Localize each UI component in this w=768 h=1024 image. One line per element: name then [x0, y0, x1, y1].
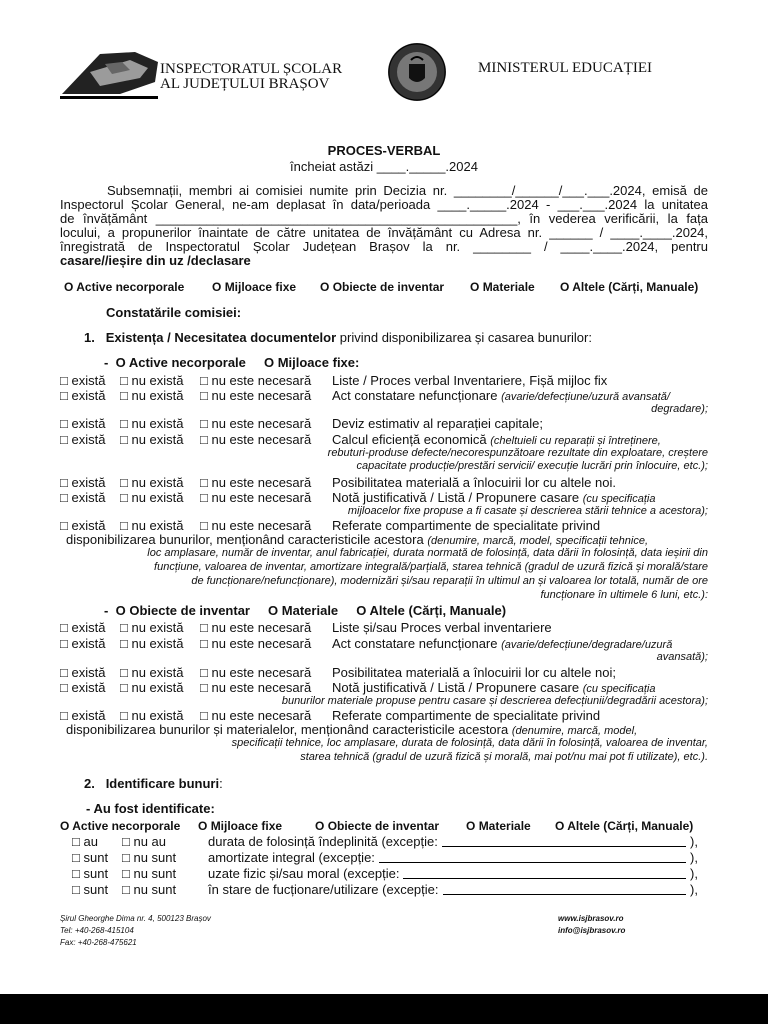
checkbox-label: nu există: [131, 490, 184, 505]
identification-yes-checkbox[interactable]: [72, 835, 98, 849]
document-type-label: Calcul eficiență economică: [332, 432, 491, 447]
radio-materiale[interactable]: O: [268, 603, 279, 618]
checkbox-glyph: □: [60, 680, 68, 695]
document-type: [332, 417, 543, 431]
referate-note: (denumire, marcă, model, specificații tehnice,: [427, 535, 649, 547]
checkbox-glyph: □: [60, 373, 68, 388]
checkbox-label: nu există: [131, 432, 184, 447]
checkbox-glyph: □: [122, 850, 130, 865]
radio-obiecte-inventar[interactable]: O: [115, 603, 126, 618]
document-type-label: Deviz estimativ al reparației capitale;: [332, 416, 543, 431]
checkbox-nu-exista[interactable]: [120, 621, 184, 635]
document-type-label: Posibilitatea materială a înlocuirii lor cu altele noi.: [332, 475, 616, 490]
checkbox-exista[interactable]: [60, 637, 105, 651]
identification-no-checkbox[interactable]: [122, 867, 176, 881]
checkbox-label: sunt: [83, 866, 109, 881]
footer-address: Șirul Gheorghe Dima nr. 4, 500123 Brașov: [60, 914, 211, 923]
document-title: PROCES-VERBAL: [327, 143, 441, 158]
checkbox-label: nu există: [131, 388, 184, 403]
checkbox-label: nu este necesară: [211, 416, 312, 431]
checkbox-nu-este-necesara[interactable]: [200, 491, 311, 505]
footer-tel: Tel: +40-268-415104: [60, 926, 134, 935]
checkbox-label: nu există: [131, 665, 184, 680]
checkbox-glyph: □: [200, 518, 208, 533]
checkbox-exista[interactable]: [60, 491, 105, 505]
checkbox-glyph: □: [122, 882, 130, 897]
checkbox-glyph: □: [120, 665, 128, 680]
findings-heading: Constatările comisiei:: [106, 305, 242, 320]
checkbox-label: nu au: [133, 834, 167, 849]
id-option-materiale[interactable]: O Materiale: [466, 819, 531, 833]
id-option-active-necorporale[interactable]: O Active necorporale: [60, 819, 181, 833]
checkbox-label: există: [71, 518, 106, 533]
checkbox-nu-este-necesara[interactable]: [200, 637, 311, 651]
checkbox-nu-exista[interactable]: [120, 666, 184, 680]
checkbox-label: nu este necesară: [211, 432, 312, 447]
checkbox-glyph: □: [60, 490, 68, 505]
checkbox-glyph: □: [72, 850, 80, 865]
checkbox-nu-este-necesara[interactable]: [200, 519, 311, 533]
identification-no-checkbox[interactable]: [122, 835, 166, 849]
inspectorat-logo: [60, 42, 160, 102]
document-type-label: Referate compartimente de specialitate privind: [332, 518, 601, 533]
checkbox-label: nu este necesară: [211, 518, 312, 533]
footer-fax: Fax: +40-268-475621: [60, 938, 137, 947]
footer-email: info@isjbrasov.ro: [558, 926, 626, 935]
checkbox-label: nu există: [131, 475, 184, 490]
checkbox-nu-exista[interactable]: [120, 637, 184, 651]
scan-edge: [0, 994, 768, 1024]
checkbox-exista[interactable]: [60, 621, 105, 635]
checkbox-glyph: □: [120, 432, 128, 447]
checkbox-nu-exista[interactable]: [120, 374, 184, 388]
ministry-name: MINISTERUL EDUCAȚIEI: [478, 60, 653, 76]
checkbox-glyph: □: [200, 620, 208, 635]
checkbox-glyph: □: [120, 373, 128, 388]
checkbox-label: există: [71, 432, 106, 447]
checkbox-glyph: □: [120, 475, 128, 490]
checkbox-label: există: [71, 416, 106, 431]
document-type: [332, 666, 616, 680]
checkbox-nu-exista[interactable]: [120, 681, 184, 695]
document-type: [332, 637, 672, 652]
checkbox-glyph: □: [60, 665, 68, 680]
checkbox-exista[interactable]: [60, 681, 105, 695]
checkbox-nu-exista[interactable]: [120, 417, 184, 431]
radio-active-necorporale[interactable]: O: [115, 355, 126, 370]
document-type-note: (cu specificația: [582, 683, 656, 695]
checkbox-exista[interactable]: [60, 709, 105, 723]
checkbox-nu-este-necesara[interactable]: [200, 666, 311, 680]
checkbox-nu-este-necesara[interactable]: [200, 374, 311, 388]
checkbox-glyph: □: [120, 680, 128, 695]
checkbox-exista[interactable]: [60, 519, 105, 533]
checkbox-label: nu este necesară: [211, 680, 312, 695]
document-type-note: (avarie/defecțiune/uzură avansată/: [501, 391, 670, 403]
checkbox-glyph: □: [200, 432, 208, 447]
identification-yes-checkbox[interactable]: [72, 867, 108, 881]
referate-note-continuation: starea tehnică (gradul de uzură fizică și morală, mai pot/nu mai pot fi utilizate), etc.).: [300, 751, 708, 763]
checkbox-nu-exista[interactable]: [120, 476, 184, 490]
option-active-necorporale[interactable]: O Active necorporale: [64, 280, 185, 294]
document-subtitle: încheiat astăzi ____._____.2024: [290, 159, 478, 174]
document-type: [332, 519, 600, 533]
document-note-continuation: rebuturi-produse defecte/necorespunzătoare rezultate din exploatare, creștere: [327, 447, 708, 459]
checkbox-label: nu există: [131, 636, 184, 651]
checkbox-label: nu este necesară: [211, 388, 312, 403]
identified-heading: - Au fost identificate:: [86, 801, 215, 816]
document-type: [332, 491, 656, 506]
exception-end: ),: [690, 850, 698, 865]
checkbox-glyph: □: [200, 665, 208, 680]
referate-note-continuation: de funcționare/nefuncționare), modernizări și/sau reparații în ultimul an și valoarea lor totală, număr de ore: [191, 575, 708, 587]
group-1-heading: - O Active necorporale O Mijloace fixe:: [104, 355, 360, 370]
checkbox-nu-este-necesara[interactable]: [200, 417, 311, 431]
checkbox-glyph: □: [200, 416, 208, 431]
group-2-heading: - O Obiecte de inventar O Materiale O Altele (Cărți, Manuale): [104, 603, 507, 618]
intro-line-1: Subsemnații, membri ai comisiei numite prin Decizia nr. ________/______/___.___.2024, emisă de: [107, 184, 708, 198]
referate-note-continuation: funcțiune, valoarea de inventar, amortizare integrală/parțială, starea tehnică (gradul de uzură fizică și morală/stare: [154, 561, 708, 573]
id-option-altele[interactable]: O Altele (Cărți, Manuale): [555, 819, 694, 833]
section-1-heading: 1. Existența / Necesitatea documentelor privind disponibilizarea și casarea bunurilor:: [84, 330, 592, 345]
exception-line[interactable]: [443, 883, 686, 895]
checkbox-glyph: □: [60, 475, 68, 490]
checkbox-label: au: [83, 834, 98, 849]
document-type-label: Act constatare nefuncționare: [332, 636, 502, 651]
checkbox-label: nu este necesară: [211, 490, 312, 505]
checkbox-nu-exista[interactable]: [120, 389, 184, 403]
checkbox-glyph: □: [200, 708, 208, 723]
checkbox-glyph: □: [72, 834, 80, 849]
exception-end: ),: [690, 834, 698, 849]
intro-line-3: de învățământ __________________________________________________, în vederea verificării, la fața: [60, 212, 708, 226]
checkbox-exista[interactable]: [60, 666, 105, 680]
exception-input[interactable]: [690, 835, 698, 849]
intro-purpose: casare//ieșire din uz /declasare: [60, 253, 251, 268]
exception-input[interactable]: [690, 883, 698, 897]
checkbox-exista[interactable]: [60, 417, 105, 431]
checkbox-nu-exista[interactable]: [120, 519, 184, 533]
checkbox-glyph: □: [122, 866, 130, 881]
document-type: [332, 681, 656, 696]
checkbox-glyph: □: [60, 388, 68, 403]
document-note-continuation: avansată);: [656, 651, 708, 663]
identification-text: în stare de fucționare/utilizare (excepție:: [208, 882, 439, 897]
checkbox-glyph: □: [60, 620, 68, 635]
radio-mijloace-fixe[interactable]: O: [263, 355, 275, 370]
intro-line-4: locului, a propunerilor înaintate de către unitatea de învățământ cu Adresa nr. ______ / ____.____.2024,: [60, 226, 708, 240]
referate-note-continuation: loc amplasare, număr de inventar, anul fabricației, durata normată de folosință, data dării în folosință, data ieșirii din: [147, 547, 708, 559]
radio-altele[interactable]: O: [356, 603, 367, 618]
referate-text: disponibilizarea bunurilor și materialelor, menționând caracteristicile acestora: [66, 722, 512, 737]
document-type-label: Referate compartimente de specialitate privind: [332, 708, 601, 723]
checkbox-label: există: [71, 665, 106, 680]
checkbox-nu-este-necesara[interactable]: [200, 681, 311, 695]
checkbox-glyph: □: [120, 620, 128, 635]
option-mijloace-fixe[interactable]: O Mijloace fixe: [212, 280, 297, 294]
checkbox-glyph: □: [120, 388, 128, 403]
checkbox-label: există: [71, 490, 106, 505]
checkbox-label: există: [71, 373, 106, 388]
checkbox-glyph: □: [120, 636, 128, 651]
document-type-label: Posibilitatea materială a înlocuirii lor cu altele noi;: [332, 665, 616, 680]
checkbox-label: nu există: [131, 373, 184, 388]
document-type-label: Notă justificativă / Listă / Propunere casare: [332, 490, 583, 505]
identification-text: amortizate integral (excepție:: [208, 850, 375, 865]
checkbox-nu-este-necesara[interactable]: [200, 389, 311, 403]
government-seal: [387, 42, 447, 102]
intro-line-5: înregistrată de Inspectoratul Școlar Județean Brașov la nr. ________ / ____.____.2024, pentru: [60, 240, 708, 254]
exception-end: ),: [690, 866, 698, 881]
referate-text: disponibilizarea bunurilor, menționând caracteristicile acestora: [66, 532, 428, 547]
checkbox-nu-este-necesara[interactable]: [200, 433, 311, 447]
identification-text: uzate fizic și/sau moral (excepție:: [208, 866, 400, 881]
document-note-continuation: mijloacelor fixe propuse a fi casate și descrierea stării tehnice a acestora);: [347, 505, 708, 517]
checkbox-glyph: □: [200, 388, 208, 403]
checkbox-label: nu este necesară: [211, 708, 312, 723]
document-type-label: Notă justificativă / Listă / Propunere casare: [332, 680, 583, 695]
identification-text: durata de folosință îndeplinită (excepție:: [208, 834, 438, 849]
exception-end: ),: [690, 882, 698, 897]
identification-no-checkbox[interactable]: [122, 883, 176, 897]
document-note-continuation: capacitate producție/prestări servicii/ execuție lucrări prin înlocuire, etc.);: [356, 460, 708, 472]
checkbox-label: există: [71, 475, 106, 490]
footer-web: www.isjbrasov.ro: [558, 914, 624, 923]
checkbox-nu-este-necesara[interactable]: [200, 476, 311, 490]
document-type-label: Liste / Proces verbal Inventariere, Fișă mijloc fix: [332, 373, 608, 388]
option-obiecte-inventar[interactable]: O Obiecte de inventar: [320, 280, 445, 294]
referate-note-continuation: specificații tehnice, loc amplasare, durata de folosință, data dării în folosință, valoarea de inventar,: [231, 737, 708, 749]
checkbox-glyph: □: [60, 416, 68, 431]
checkbox-label: nu este necesară: [211, 620, 312, 635]
checkbox-label: există: [71, 708, 106, 723]
exception-input[interactable]: [690, 867, 698, 881]
checkbox-glyph: □: [200, 490, 208, 505]
document-type-label: Liste și/sau Proces verbal inventariere: [332, 620, 552, 635]
document-type: [332, 621, 552, 635]
checkbox-glyph: □: [72, 866, 80, 881]
checkbox-glyph: □: [200, 636, 208, 651]
checkbox-glyph: □: [120, 490, 128, 505]
document-type: [332, 374, 607, 388]
checkbox-exista[interactable]: [60, 389, 105, 403]
checkbox-label: nu există: [131, 416, 184, 431]
inspectorat-name: INSPECTORATUL ȘCOLAR AL JUDEȚULUI BRAȘOV: [160, 61, 343, 92]
exception-line[interactable]: [442, 835, 686, 847]
document-type: [332, 709, 600, 723]
checkbox-glyph: □: [60, 708, 68, 723]
referate-note-continuation: funcționare în ultimele 6 luni, etc.):: [540, 589, 708, 601]
document-note-continuation: bunurilor materiale propuse pentru casare și descrierea defecțiunii/degradării acestora);: [281, 695, 708, 707]
document-note-continuation: degradare);: [651, 403, 708, 415]
document-type-label: Act constatare nefuncționare: [332, 388, 502, 403]
id-option-obiecte-inventar[interactable]: O Obiecte de inventar: [315, 819, 440, 833]
document-type-note: (cheltuieli cu reparații și întreținere,: [490, 435, 661, 447]
checkbox-glyph: □: [60, 432, 68, 447]
checkbox-label: nu există: [131, 518, 184, 533]
checkbox-label: nu sunt: [133, 866, 177, 881]
checkbox-glyph: □: [120, 416, 128, 431]
checkbox-label: există: [71, 620, 106, 635]
checkbox-label: nu sunt: [133, 882, 177, 897]
checkbox-label: sunt: [83, 882, 109, 897]
checkbox-glyph: □: [120, 708, 128, 723]
identification-yes-checkbox[interactable]: [72, 851, 108, 865]
checkbox-nu-este-necesara[interactable]: [200, 709, 311, 723]
checkbox-label: nu există: [131, 680, 184, 695]
document-type: [332, 389, 670, 404]
checkbox-glyph: □: [60, 518, 68, 533]
checkbox-glyph: □: [200, 373, 208, 388]
checkbox-glyph: □: [72, 882, 80, 897]
intro-line-2: Inspectorul Școlar General, ne-am deplasat în data/perioada ____._____.2024 - ___.___.2024 la unitatea: [60, 198, 708, 212]
checkbox-label: nu există: [131, 708, 184, 723]
checkbox-label: nu este necesară: [211, 475, 312, 490]
checkbox-label: nu există: [131, 620, 184, 635]
id-option-mijloace-fixe[interactable]: O Mijloace fixe: [198, 819, 283, 833]
checkbox-exista[interactable]: [60, 433, 105, 447]
checkbox-label: există: [71, 636, 106, 651]
checkbox-nu-exista[interactable]: [120, 709, 184, 723]
exception-line[interactable]: [379, 851, 686, 863]
document-type: [332, 433, 661, 448]
referate-note: (denumire, marcă, model,: [511, 725, 638, 737]
checkbox-label: există: [71, 388, 106, 403]
checkbox-label: nu este necesară: [211, 665, 312, 680]
checkbox-nu-este-necesara[interactable]: [200, 621, 311, 635]
checkbox-exista[interactable]: [60, 476, 105, 490]
document-type: [332, 476, 616, 490]
checkbox-glyph: □: [60, 636, 68, 651]
checkbox-glyph: □: [122, 834, 130, 849]
checkbox-label: nu este necesară: [211, 636, 312, 651]
referate-description: [66, 533, 648, 548]
checkbox-glyph: □: [200, 475, 208, 490]
checkbox-label: sunt: [83, 850, 109, 865]
option-materiale[interactable]: O Materiale: [470, 280, 535, 294]
checkbox-label: nu sunt: [133, 850, 177, 865]
checkbox-nu-exista[interactable]: [120, 491, 184, 505]
exception-input[interactable]: [690, 851, 698, 865]
section-2-heading: 2. Identificare bunuri:: [84, 776, 223, 791]
checkbox-nu-exista[interactable]: [120, 433, 184, 447]
document-type-note: (cu specificația: [582, 493, 656, 505]
checkbox-label: nu este necesară: [211, 373, 312, 388]
checkbox-glyph: □: [120, 518, 128, 533]
checkbox-label: există: [71, 680, 106, 695]
referate-description: [66, 723, 637, 738]
identification-yes-checkbox[interactable]: [72, 883, 108, 897]
checkbox-glyph: □: [200, 680, 208, 695]
checkbox-exista[interactable]: [60, 374, 105, 388]
document-type-note: (avarie/defecțiune/degradare/uzură: [501, 639, 673, 651]
option-altele[interactable]: O Altele (Cărți, Manuale): [560, 280, 699, 294]
exception-line[interactable]: [403, 867, 686, 879]
identification-no-checkbox[interactable]: [122, 851, 176, 865]
